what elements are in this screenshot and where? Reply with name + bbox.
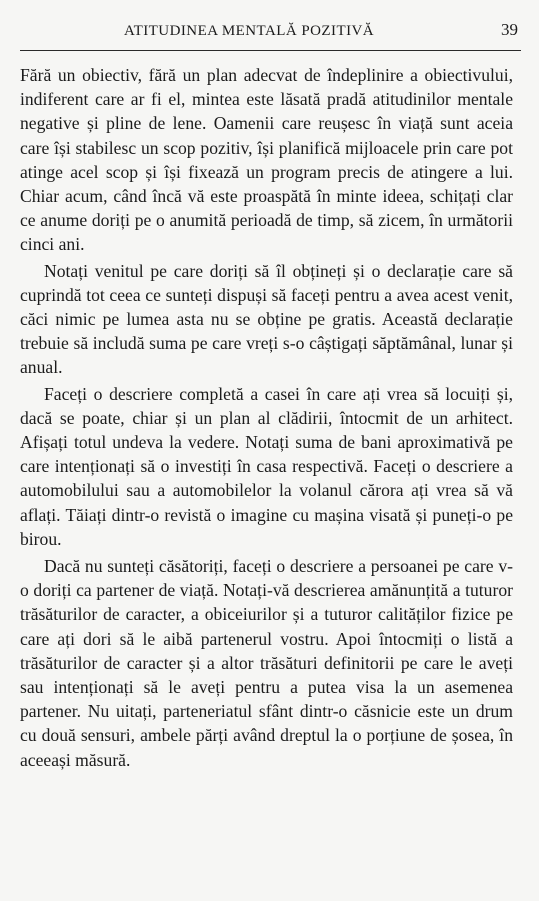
body-text	[20, 63, 513, 774]
paragraph: Notați venitul pe care doriți să îl obțineți și o declarație care să cuprindă tot ceea ce sunteți dispuși să faceți pentru a avea acest venit, căci nimic pe lumea asta nu se obține pe gratis. Această declarație trebuie să includă suma pe care vreți s-o câștigați săptămânal, lunar și anual.	[20, 260, 513, 378]
header-rule	[20, 50, 521, 51]
paragraph: Faceți o descriere completă a casei în care ați vrea să locuiți și, dacă se poate, chiar și un plan al clădirii, întocmit de un arhitect. Afișați totul undeva la vedere. Notați suma de bani aproximativă pe care intenționați să o investiți în casa respectivă. Faceți o descriere a automobilului sau a automobilelor la volanul cărora ați vrea să vă aflați. Tăiați dintr-o revistă o imagine cu mașina visată și puneți-o pe birou.	[20, 383, 513, 549]
paragraph: Dacă nu sunteți căsătoriți, faceți o descriere a persoanei pe care v-o doriți ca partener de viață. Notați-vă descrierea amănunțită a tuturor trăsăturilor de caracter, a obiceiurilor și a tuturor calităților fizice pe care ați dori să le aibă partenerul vostru. Apoi întocmiți o listă a trăsăturilor de caracter și a altor trăsături definitorii pe care le aveți sau intenționați să le aveți pentru a putea visa la un asemenea partener. Nu uitați, parteneriatul sfânt dintr-o căsnicie este un drum cu două sensuri, ambele părți având dreptul la o porțiune de șosea, în aceeași măsură.	[20, 556, 513, 770]
paragraph: Fără un obiectiv, fără un plan adecvat de îndeplinire a obiectivului, indiferent care ar fi el, mintea este lăsată pradă atitudinilor mentale negative și pline de lene. Oamenii care reușesc în viață sunt aceia care își stabilesc un scop pozitiv, își planifică mijloacele prin care pot atinge acel scop și își fixează un program precis de atingere a lui. Chiar acum, când încă vă este proaspătă în minte ideea, schițați clar ce anume doriți pe o anumită perioadă de timp, să zicem, în următorii cinci ani.	[20, 65, 513, 255]
running-title: ATITUDINEA MENTALĂ POZITIVĂ	[124, 23, 375, 39]
page-header	[48, 21, 518, 43]
page-number: 39	[501, 20, 518, 39]
